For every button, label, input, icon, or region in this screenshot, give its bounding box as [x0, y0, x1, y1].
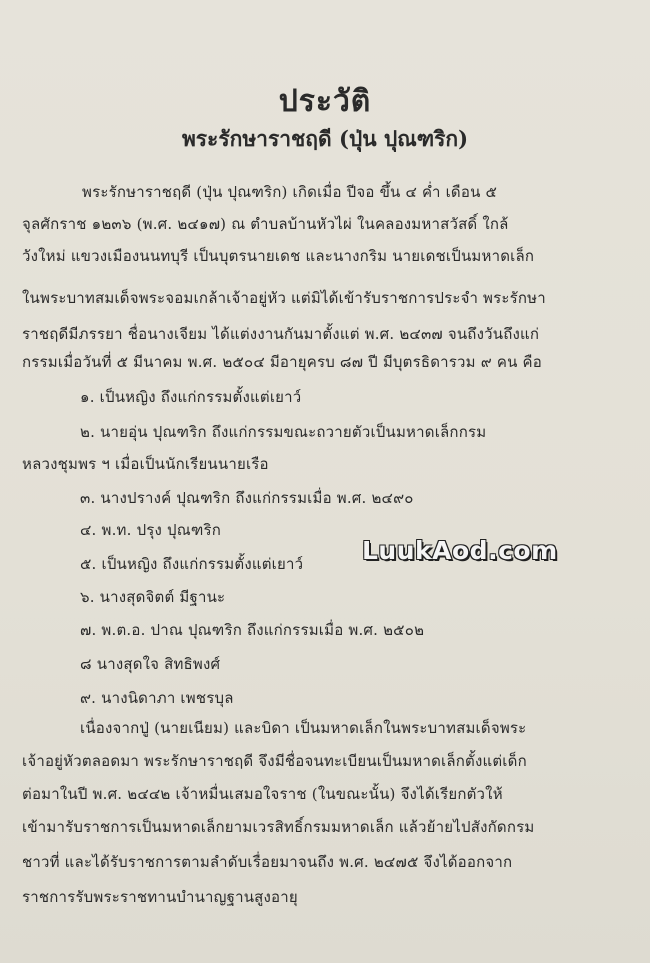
child-item: ๒. นายอุ่น ปุณฑริก ถึงแก่กรรมขณะถวายตัวเป็นมหาดเล็กกรม	[80, 423, 487, 441]
intro-line: กรรมเมื่อวันที่ ๕ มีนาคม พ.ศ. ๒๕๐๔ มีอายุครบ ๘๗ ปี มีบุตรธิดารวม ๙ คน คือ	[22, 353, 542, 371]
child-item: ๙. นางนิดาภา เพชรบุล	[80, 689, 234, 707]
child-item-continued: หลวงชุมพร ฯ เมื่อเป็นนักเรียนนายเรือ	[22, 455, 269, 473]
closing-line: เจ้าอยู่หัวตลอดมา พระรักษาราชฤดี จึงมีชื่อจนทะเบียนเป็นมหาดเล็กตั้งแต่เด็ก	[22, 752, 527, 770]
child-item: ๔. พ.ท. ปรุง ปุณฑริก	[80, 521, 222, 539]
child-item: ๘ นางสุดใจ สิทธิพงศ์	[80, 655, 221, 673]
closing-line: ต่อมาในปี พ.ศ. ๒๔๔๒ เจ้าหมื่นเสมอใจราช (ในขณะนั้น) จึงได้เรียกตัวให้	[22, 785, 503, 803]
intro-line: วังใหม่ แขวงเมืองนนทบุรี เป็นบุตรนายเดช และนางกริม นายเดชเป็นมหาดเล็ก	[22, 247, 535, 265]
closing-line: ชาวที่ และได้รับราชการตามลำดับเรื่อยมาจนถึง พ.ศ. ๒๔๗๕ จึงได้ออกจาก	[22, 853, 513, 871]
child-item: ๗. พ.ต.อ. ปาณ ปุณฑริก ถึงแก่กรรมเมื่อ พ.ศ. ๒๕๐๒	[80, 621, 425, 639]
child-item: ๑. เป็นหญิง ถึงแก่กรรมตั้งแต่เยาว์	[80, 388, 302, 406]
site-watermark: LuukAod.com	[362, 536, 558, 565]
closing-line: เนื่องจากปู่ (นายเนียม) และบิดา เป็นมหาดเล็กในพระบาทสมเด็จพระ	[80, 719, 527, 737]
closing-line: เข้ามารับราชการเป็นมหาดเล็กยามเวรสิทธิ์กรมมหาดเล็ก แล้วย้ายไปสังกัดกรม	[22, 818, 535, 836]
intro-line: ในพระบาทสมเด็จพระจอมเกล้าเจ้าอยู่หัว แต่มิได้เข้ารับราชการประจำ พระรักษา	[22, 289, 546, 307]
closing-line: ราชการรับพระราชทานบำนาญฐานสูงอายุ	[22, 888, 298, 906]
intro-line: พระรักษาราชฤดี (ปุ่น ปุณฑริก) เกิดเมื่อ ปีจอ ขึ้น ๔ ค่ำ เดือน ๕	[82, 183, 498, 201]
page-subtitle: พระรักษาราชฤดี (ปุ่น ปุณฑริก)	[181, 126, 469, 151]
child-item: ๓. นางปรางค์ ปุณฑริก ถึงแก่กรรมเมื่อ พ.ศ. ๒๔๙๐	[80, 489, 414, 507]
page-title: ประวัติ	[278, 84, 372, 119]
child-item: ๖. นางสุดจิตต์ มีฐานะ	[80, 588, 226, 606]
intro-line: จุลศักราช ๑๒๓๖ (พ.ศ. ๒๔๑๗) ณ ตำบลบ้านหัวไผ่ ในคลองมหาสวัสดิ์ ใกล้	[22, 215, 509, 233]
child-item: ๕. เป็นหญิง ถึงแก่กรรมตั้งแต่เยาว์	[80, 555, 304, 573]
intro-line: ราชฤดีมีภรรยา ชื่อนางเจียม ได้แต่งงานกันมาตั้งแต่ พ.ศ. ๒๔๓๗ จนถึงวันถึงแก่	[22, 325, 540, 343]
